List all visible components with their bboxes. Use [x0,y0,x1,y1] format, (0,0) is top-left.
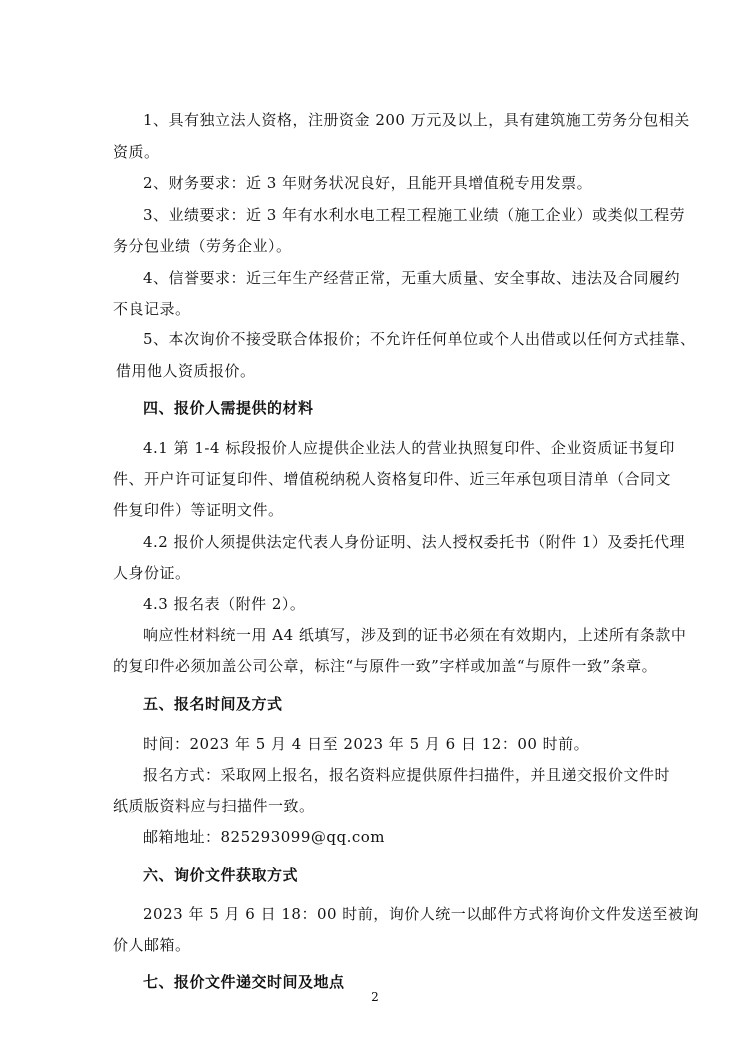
section-4-1-line-3: 件复印件）等证明文件。 [113,501,284,519]
req-item-3-line-1: 3、业绩要求：近 3 年有水利水电工程工程施工业绩（施工企业）或类似工程劳 [143,206,686,224]
req-item-3-line-2: 务分包业绩（劳务企业）。 [113,237,292,255]
req-item-4-line-1: 4、信誉要求：近三年生产经营正常，无重大质量、安全事故、违法及合同履约 [143,269,681,287]
section-5-method-line-1: 报名方式：采取网上报名，报名资料应提供原件扫描件，并且递交报价文件时 [143,766,671,784]
page-number: 2 [371,990,379,1004]
req-item-1-line-2: 资质。 [113,143,160,161]
req-item-1-line-1: 1、具有独立法人资格，注册资金 200 万元及以上，具有建筑施工劳务分包相关 [143,111,690,129]
section-4-1-line-2: 件、开户许可证复印件、增值税纳税人资格复印件、近三年承包项目清单（合同文 [113,470,672,488]
section-5-time: 时间：2023 年 5 月 4 日至 2023 年 5 月 6 日 12：00 时前。 [143,735,590,753]
section-6-text-line-2: 价人邮箱。 [113,936,191,954]
section-4-note-line-1: 响应性材料统一用 A4 纸填写，涉及到的证书必须在有效期内，上述所有条款中 [143,626,687,644]
section-6-heading: 六、询价文件获取方式 [143,866,299,884]
section-4-2-line-1: 4.2 报价人须提供法定代表人身份证明、法人授权委托书（附件 1）及委托代理 [143,533,685,551]
section-5-heading: 五、报名时间及方式 [143,695,283,713]
req-item-5-line-1: 5、本次询价不接受联合体报价；不允许任何单位或个人出借或以任何方式挂靠、 [143,330,696,348]
req-item-5-line-2: 借用他人资质报价。 [116,362,256,380]
req-item-2: 2、财务要求：近 3 年财务状况良好，且能开具增值税专用发票。 [143,174,593,192]
section-6-text-line-1: 2023 年 5 月 6 日 18：00 时前，询价人统一以邮件方式将询价文件发送至被询 [143,905,699,923]
req-item-4-line-2: 不良记录。 [113,300,191,318]
section-4-2-line-2: 人身份证。 [113,564,191,582]
section-4-3: 4.3 报名表（附件 2）。 [143,595,306,613]
section-4-1-line-1: 4.1 第 1-4 标段报价人应提供企业法人的营业执照复印件、企业资质证书复印 [143,439,675,457]
section-5-method-line-2: 纸质版资料应与扫描件一致。 [113,797,315,815]
section-7-heading: 七、报价文件递交时间及地点 [143,973,345,991]
section-4-note-line-2: 的复印件必须加盖公司公章，标注“与原件一致”字样或加盖“与原件一致”条章。 [113,657,658,675]
section-5-email: 邮箱地址：825293099@qq.com [143,828,386,846]
section-4-heading: 四、报价人需提供的材料 [143,399,314,417]
